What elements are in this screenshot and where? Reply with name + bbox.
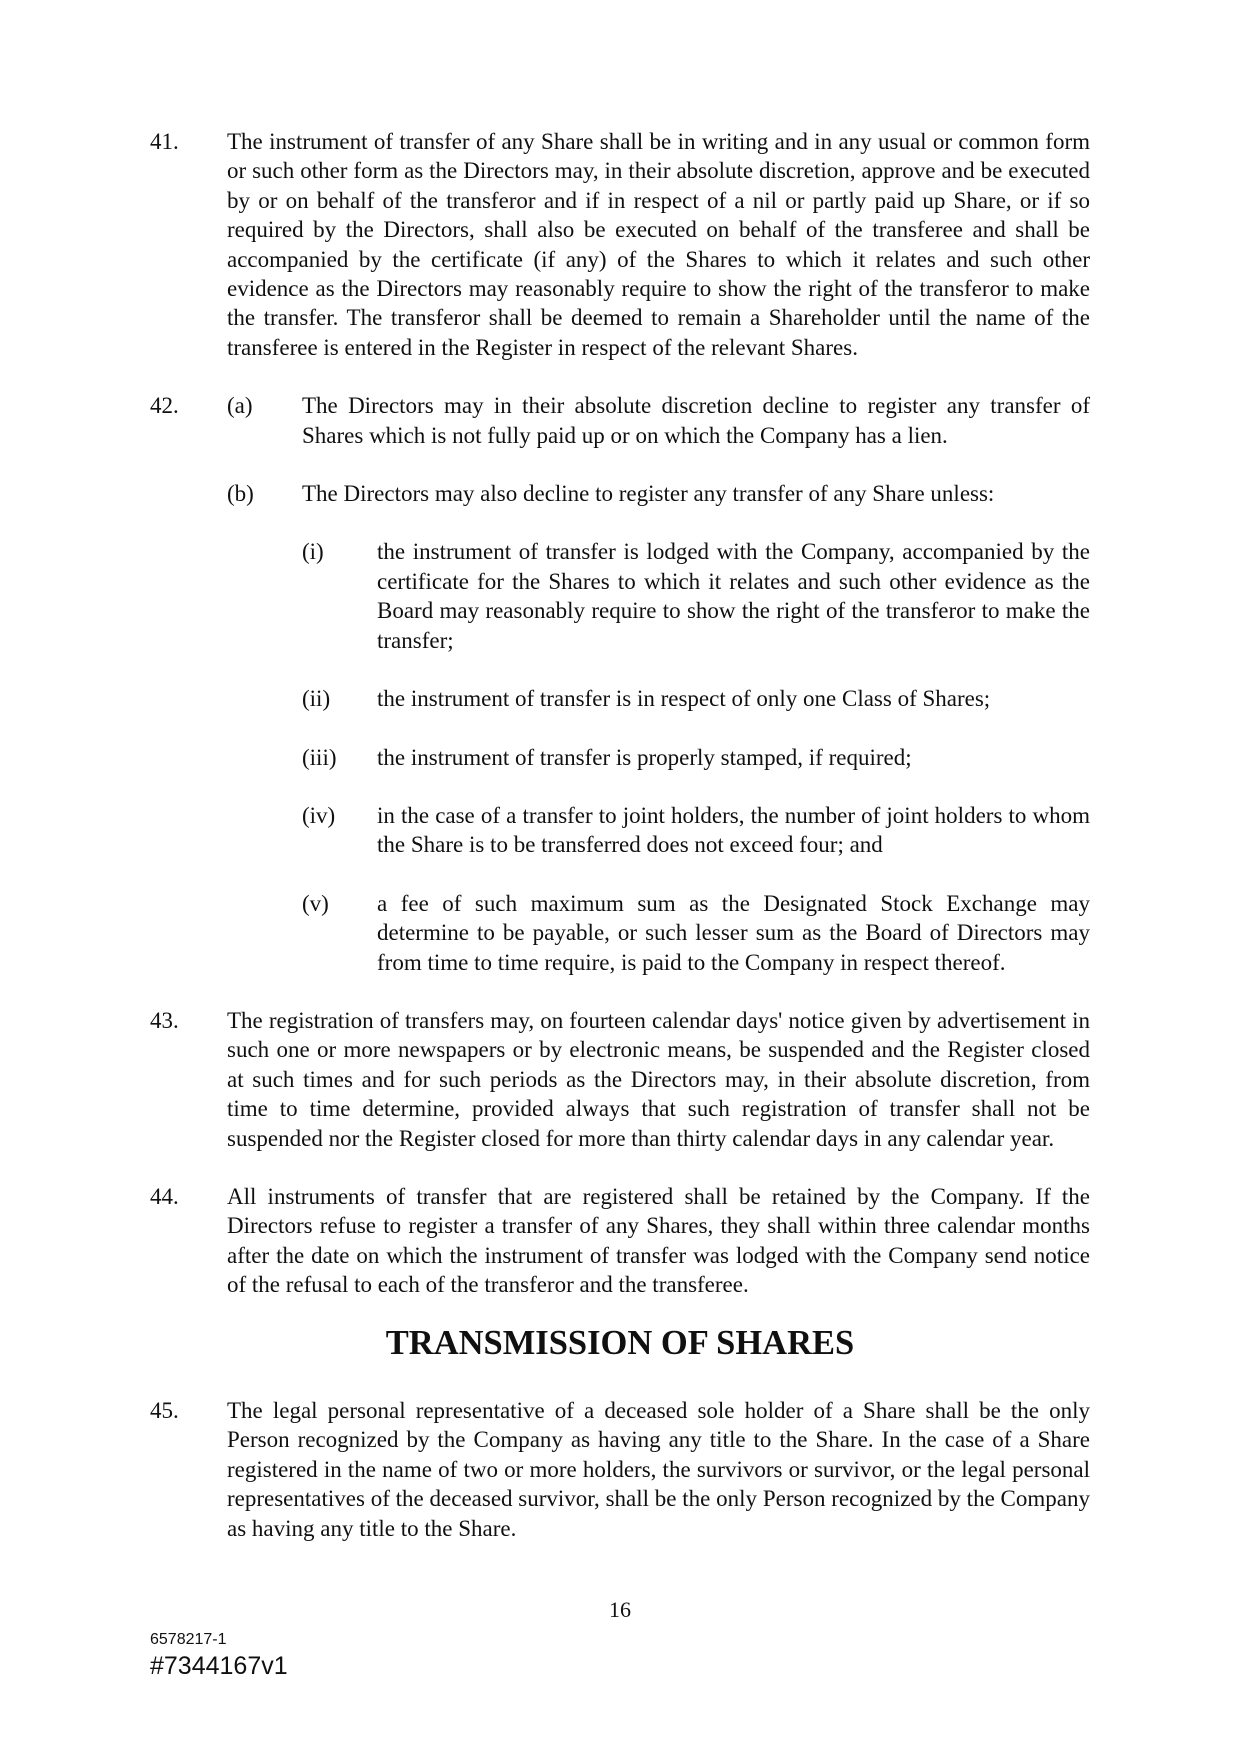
item-42b-ii [302,684,1090,713]
item-42b-iii-text: the instrument of transfer is properly stamped, if required; [377,744,912,770]
subclause-42b-label: (b) [227,481,254,507]
section-heading-transmission-of-shares: TRANSMISSION OF SHARES [385,1323,855,1362]
clause-44-text: All instruments of transfer that are registered shall be retained by the Company. If the Directors refuse to register a transfer of any Shares, they shall within three calendar months after the date on which the instrument of transfer was lodged with the Company send notice of the refusal to each of the transferor and the transferee. [227,1183,1090,1298]
subclause-42a [227,391,1090,450]
item-42b-iii-label: (iii) [302,744,337,770]
item-42b-ii-label: (ii) [302,686,331,712]
page-footer [150,1630,288,1680]
clause-43 [150,1006,1090,1153]
footer-doc-ref: 6578217-1 [150,1631,227,1648]
item-42b-iii [302,743,1090,772]
item-42b-v [302,889,1090,977]
subclause-42a-label: (a) [227,393,253,419]
item-42b-iv [302,801,1090,860]
item-42b-i [302,537,1090,655]
item-42b-v-label: (v) [302,890,329,916]
clause-45 [150,1396,1090,1543]
subclause-42b-body [302,479,1090,977]
clause-44-number: 44. [150,1183,179,1209]
subclause-42b [227,479,1090,977]
clause-41 [150,127,1090,362]
item-42b-iv-text: in the case of a transfer to joint holders, the number of joint holders to whom the Share is to be transferred does not exceed four; and [377,802,1090,858]
item-42b-i-text: the instrument of transfer is lodged with the Company, accompanied by the certificate for the Shares to which it relates and such other evidence as the Board may reasonably require to show the right of the transferor to make the transfer; [377,539,1090,653]
clause-42-number: 42. [150,393,179,419]
clause-41-number: 41. [150,129,179,154]
footer-version-ref: #7344167v1 [150,1652,288,1680]
clause-45-text: The legal personal representative of a deceased sole holder of a Share shall be the only Person recognized by the Company as having any title to the Share. In the case of a Share registered in the name of two or more holders, the survivors or survivor, or the legal personal representatives of the deceased survivor, shall be the only Person recognized by the Company as having any title to the Share. [227,1398,1090,1541]
item-42b-ii-text: the instrument of transfer is in respect of only one Class of Shares; [377,686,991,712]
item-42b-v-text: a fee of such maximum sum as the Designated Stock Exchange may determine to be payable, or such lesser sum as the Board of Directors may from time to time require, is paid to the Company in respect thereof. [377,890,1090,975]
clause-43-number: 43. [150,1007,179,1033]
clause-44 [150,1182,1090,1300]
clause-42-body [227,391,1090,977]
clause-41-text: The instrument of transfer of any Share shall be in writing and in any usual or common form or such other form as the Directors may, in their absolute discretion, approve and be executed by or on behalf of the transferor and if in respect of a nil or partly paid up Share, or if so required by the Directors, shall also be executed on behalf of the transferee and shall be accompanied by the certificate (if any) of the Shares to which it relates and such other evidence as the Directors may reasonably require to show the right of the transferor to make the transfer. The transferor shall be deemed to remain a Shareholder until the name of the transferee is entered in the Register in respect of the relevant Shares. [227,129,1090,360]
clause-43-text: The registration of transfers may, on fourteen calendar days' notice given by advertisement in such one or more newspapers or by electronic means, be suspended and the Register closed at such times and for such periods as the Directors may, in their absolute discretion, from time to time determine, provided always that such registration of transfer shall not be suspended nor the Register closed for more than thirty calendar days in any calendar year. [227,1007,1090,1151]
subclause-42a-text: The Directors may in their absolute discretion decline to register any transfer of Shares which is not fully paid up or on which the Company has a lien. [302,393,1090,448]
subclause-42b-text: The Directors may also decline to register any transfer of any Share unless: [302,481,995,507]
item-42b-iv-label: (iv) [302,802,336,828]
subclause-42b-items [302,537,1090,976]
clause-42 [150,391,1090,977]
page-number: 16 [609,1597,631,1622]
clause-45-number: 45. [150,1398,179,1423]
item-42b-i-label: (i) [302,539,324,565]
